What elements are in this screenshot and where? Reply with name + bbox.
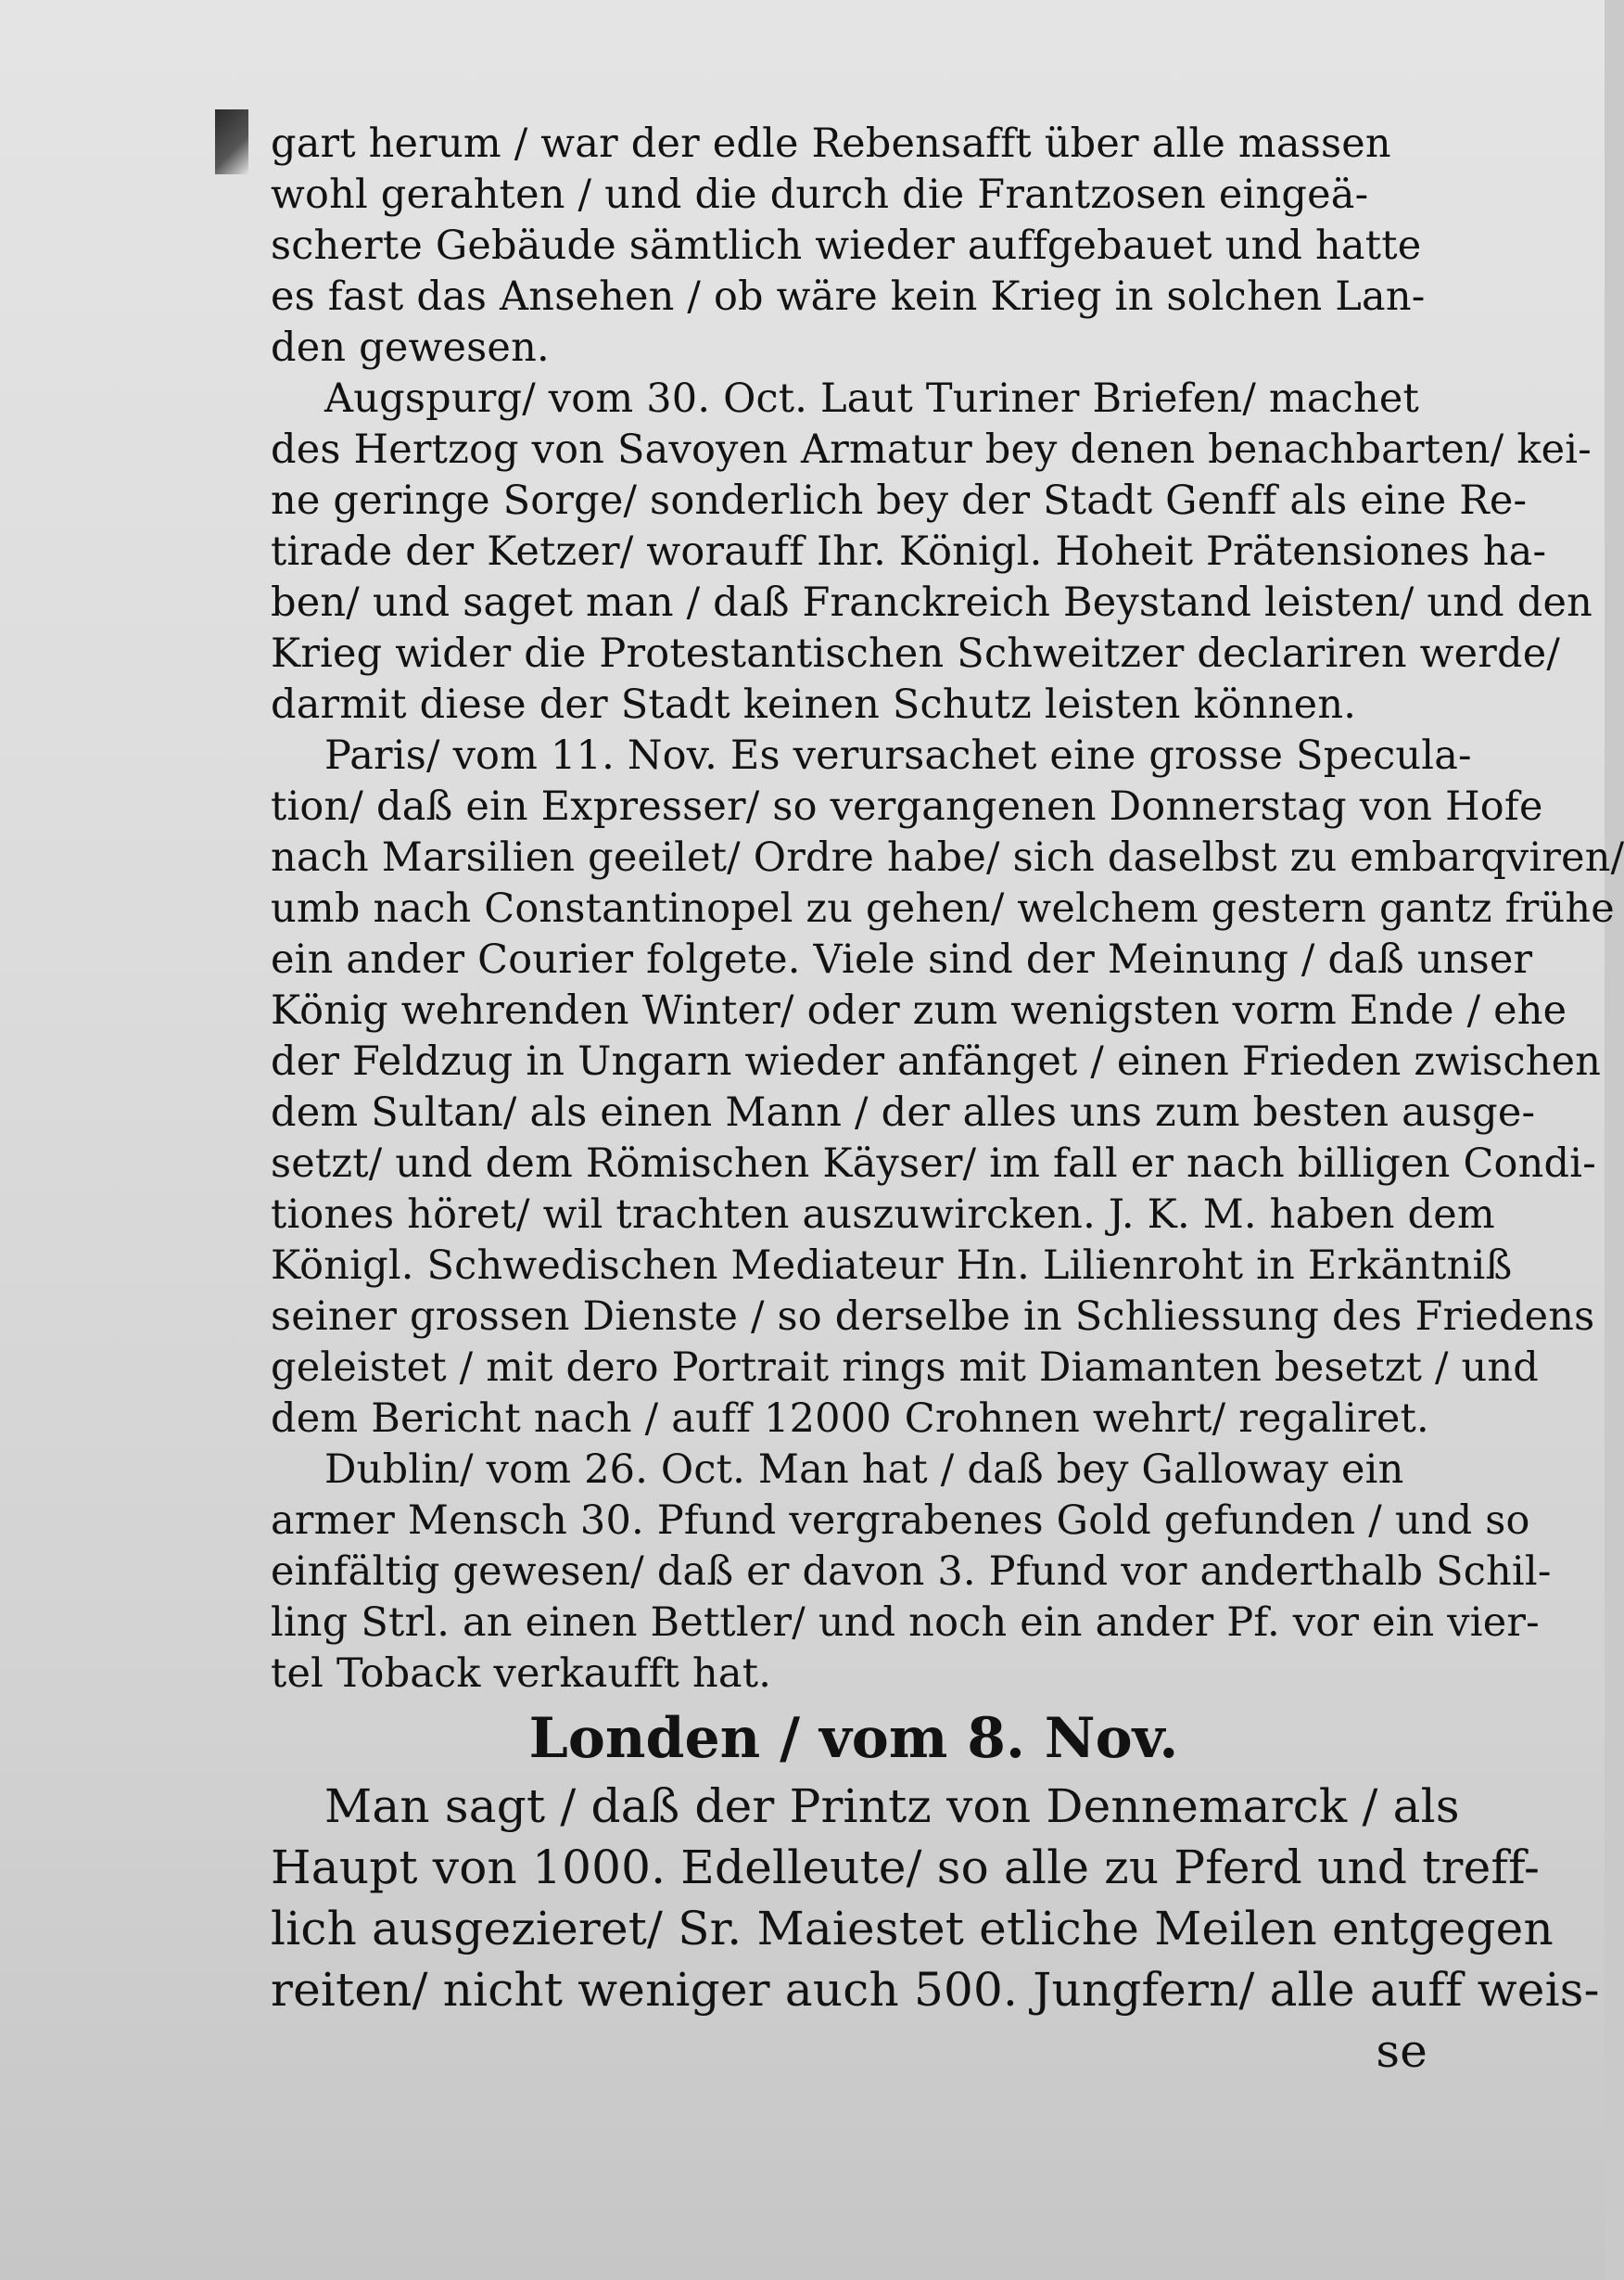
text-line: wohl gerahten / und die durch die Frantzosen eingeä- — [271, 172, 1369, 218]
text-line: armer Mensch 30. Pfund vergrabenes Gold gefunden / und so — [271, 1497, 1530, 1544]
text-line: es fast das Ansehen / ob wäre kein Krieg in solchen Lan- — [271, 274, 1426, 320]
text-line: Königl. Schwedischen Mediateur Hn. Lilienroht in Erkäntniß — [271, 1242, 1513, 1289]
text-line: tiones höret/ wil trachten auszuwircken. J. K. M. haben dem — [271, 1191, 1495, 1238]
text-line: setzt/ und dem Römischen Käyser/ im fall er nach billigen Condi- — [271, 1140, 1596, 1187]
text-line: reiten/ nicht weniger auch 500. Jungfern/ alle auff weis- — [271, 1963, 1600, 2017]
text-line: dem Bericht nach / auff 12000 Crohnen wehrt/ regaliret. — [271, 1395, 1429, 1442]
article-text — [271, 119, 1624, 2082]
text-line-dublin: Dublin/ vom 26. Oct. Man hat / daß bey Galloway ein — [324, 1446, 1404, 1493]
text-line: der Feldzug in Ungarn wieder anfänget / einen Frieden zwischen — [271, 1038, 1602, 1085]
text-line: seiner grossen Dienste / so derselbe in Schliessung des Friedens — [271, 1293, 1595, 1340]
text-line: dem Sultan/ als einen Mann / der alles uns zum besten ausge- — [271, 1089, 1536, 1136]
text-line: ben/ und saget man / daß Franckreich Beystand leisten/ und den — [271, 580, 1593, 626]
text-line: lich ausgezieret/ Sr. Maiestet etliche Meilen entgegen — [271, 1902, 1554, 1955]
text-line: gart herum / war der edle Rebensafft über alle massen — [271, 121, 1391, 167]
text-line: scherte Gebäude sämtlich wieder auffgebauet und hatte — [271, 223, 1422, 269]
catchword: se — [1376, 2024, 1427, 2078]
text-line: darmit diese der Stadt keinen Schutz leisten können. — [271, 681, 1357, 728]
text-line: Krieg wider die Protestantischen Schweitzer declariren werde/ — [271, 631, 1561, 677]
text-line-augspurg: Augspurg/ vom 30. Oct. Laut Turiner Briefen/ machet — [324, 376, 1419, 422]
text-line: geleistet / mit dero Portrait rings mit Diamanten besetzt / und — [271, 1344, 1540, 1391]
corner-ink-mark — [215, 109, 248, 174]
text-line: tel Toback verkaufft hat. — [271, 1650, 772, 1697]
text-line: ne geringe Sorge/ sonderlich bey der Stadt Genff als eine Re- — [271, 478, 1528, 524]
text-line: nach Marsilien geeilet/ Ordre habe/ sich daselbst zu embarqviren/ — [271, 834, 1624, 881]
text-line-paris: Paris/ vom 11. Nov. Es verursachet eine grosse Specula- — [324, 732, 1472, 779]
text-line: tion/ daß ein Expresser/ so vergangenen Donnerstag von Hofe — [271, 783, 1543, 830]
text-line-londen: Man sagt / daß der Printz von Dennemarck / als — [324, 1779, 1460, 1833]
text-line: tirade der Ketzer/ worauff Ihr. Königl. Hoheit Prätensiones ha- — [271, 529, 1547, 575]
text-line: des Hertzog von Savoyen Armatur bey denen benachbarten/ kei- — [271, 427, 1592, 473]
text-line: ein ander Courier folgete. Viele sind der Meinung / daß unser — [271, 936, 1533, 983]
text-line: den gewesen. — [271, 325, 550, 371]
text-line: ling Strl. an einen Bettler/ und noch ein ander Pf. vor ein vier- — [271, 1599, 1540, 1646]
text-line: König wehrenden Winter/ oder zum wenigsten vorm Ende / ehe — [271, 987, 1567, 1034]
section-heading-londen: Londen / vom 8. Nov. — [528, 1706, 1179, 1771]
text-line: einfältig gewesen/ daß er davon 3. Pfund vor anderthalb Schil- — [271, 1548, 1552, 1595]
text-line: umb nach Constantinopel zu gehen/ welchem gestern gantz frühe — [271, 885, 1615, 932]
text-line: Haupt von 1000. Edelleute/ so alle zu Pferd und treff- — [271, 1841, 1541, 1894]
